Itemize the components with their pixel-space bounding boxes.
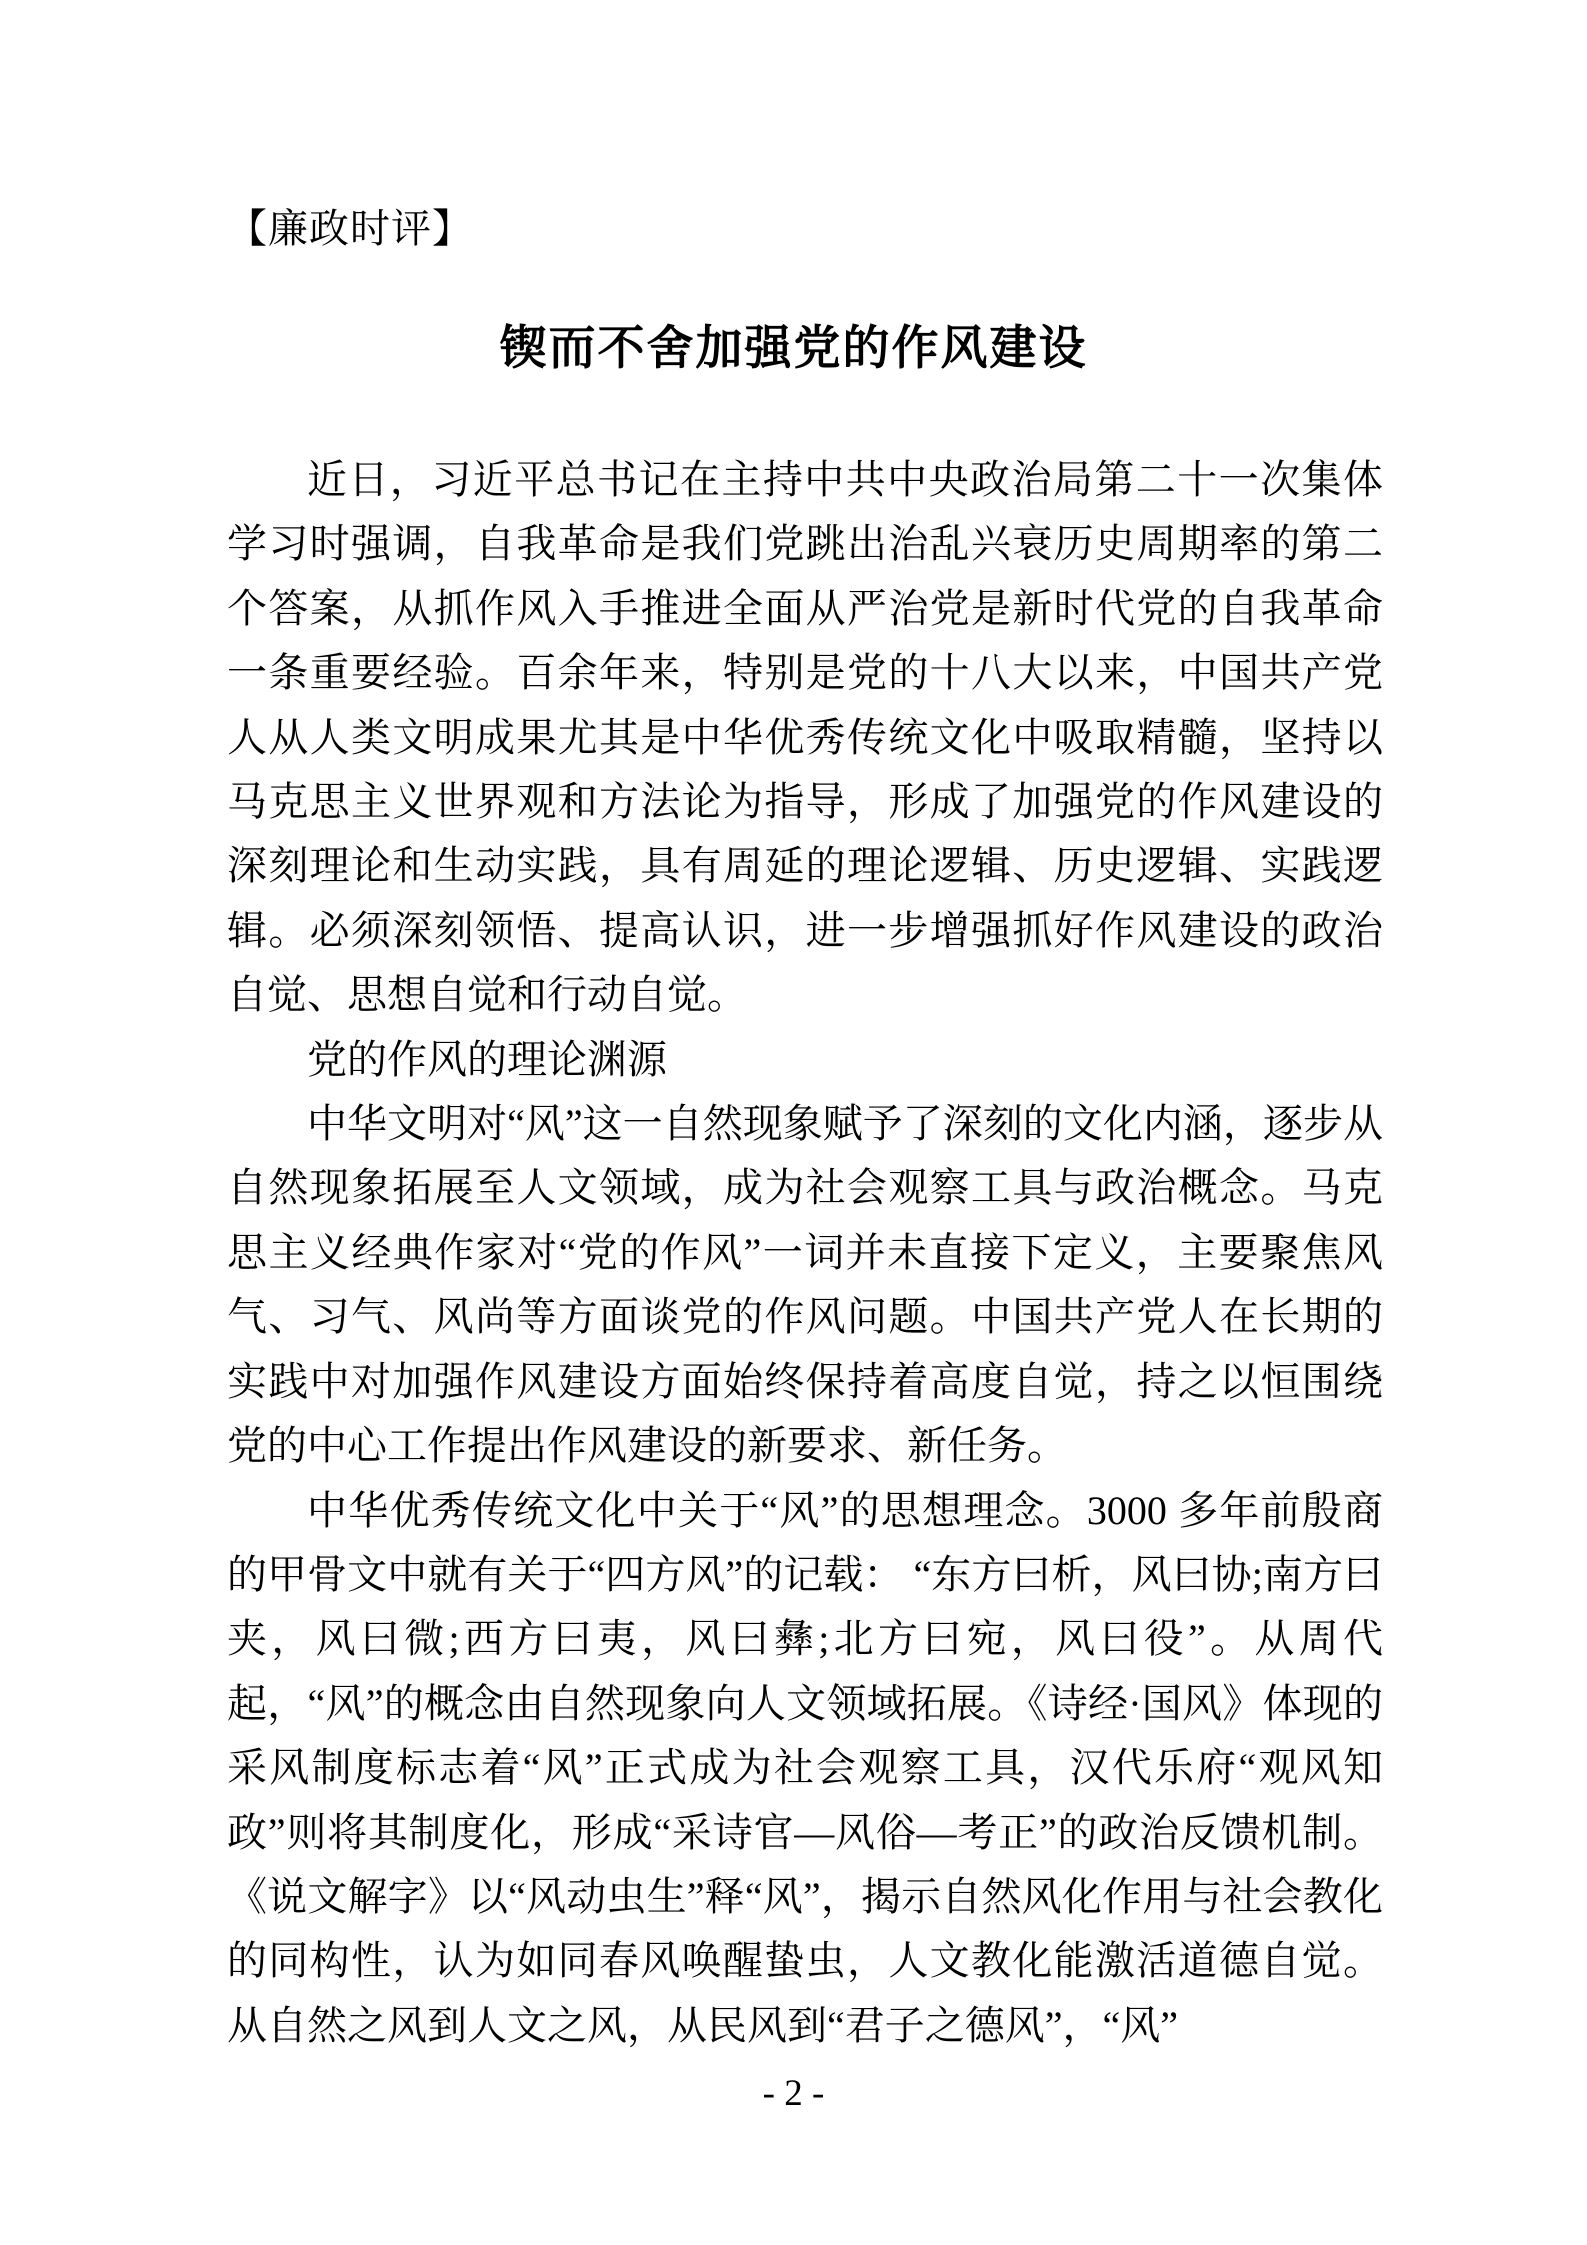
body-paragraph-3: 中华优秀传统文化中关于“风”的思想理念。3000 多年前殷商的甲骨文中就有关于“四方风”的记载： “东方曰析，风曰协;南方曰夹，风曰微;西方曰夷，风曰彝;北方曰宛，风曰役”。从周代起，“风”的概念由自然现象向人文领域拓展。《诗经·国风》体现的采风制度标志着“风”正式成为社会观察工具，汉代乐府“观风知政”则将其制度化，形成“采诗官—风俗—考正”的政治反馈机制。《说文解字》以“风动虫生”释“风”，揭示自然风化作用与社会教化的同构性，认为如同春风唤醒蛰虫，人文教化能激活道德自觉。从自然之风到人文之风，从民风到“君子之德风”，“风”: [227, 1487, 1383, 2048]
document-title: 锲而不舍加强党的作风建设: [499, 323, 1088, 375]
category-label: 【廉政时评】: [227, 206, 473, 251]
body-paragraph-2: 中华文明对“风”这一自然现象赋予了深刻的文化内涵，逐步从自然现象拓展至人文领域，成为社会观察工具与政治概念。马克思主义经典作家对“党的作风”一词并未直接下定义，主要聚焦风气、习气、风尚等方面谈党的作风问题。中国共产党人在长期的实践中对加强作风建设方面始终保持着高度自觉，持之以恒围绕党的中心工作提出作风建设的新要求、新任务。: [227, 1101, 1383, 1469]
page-number: - 2 -: [762, 2073, 825, 2114]
section-heading: 党的作风的理论渊源: [307, 1036, 667, 1082]
body-paragraph-1: 近日，习近平总书记在主持中共中央政治局第二十一次集体学习时强调，自我革命是我们党跳出治乱兴衰历史周期率的第二个答案，从抓作风入手推进全面从严治党是新时代党的自我革命一条重要经验。百余年来，特别是党的十八大以来，中国共产党人从人类文明成果尤其是中华优秀传统文化中吸取精髓，坚持以马克思主义世界观和方法论为指导，形成了加强党的作风建设的深刻理论和生动实践，具有周延的理论逻辑、历史逻辑、实践逻辑。必须深刻领悟、提高认识，进一步增强抓好作风建设的政治自觉、思想自觉和行动自觉。: [227, 457, 1383, 1018]
document-body: [227, 448, 1383, 2058]
